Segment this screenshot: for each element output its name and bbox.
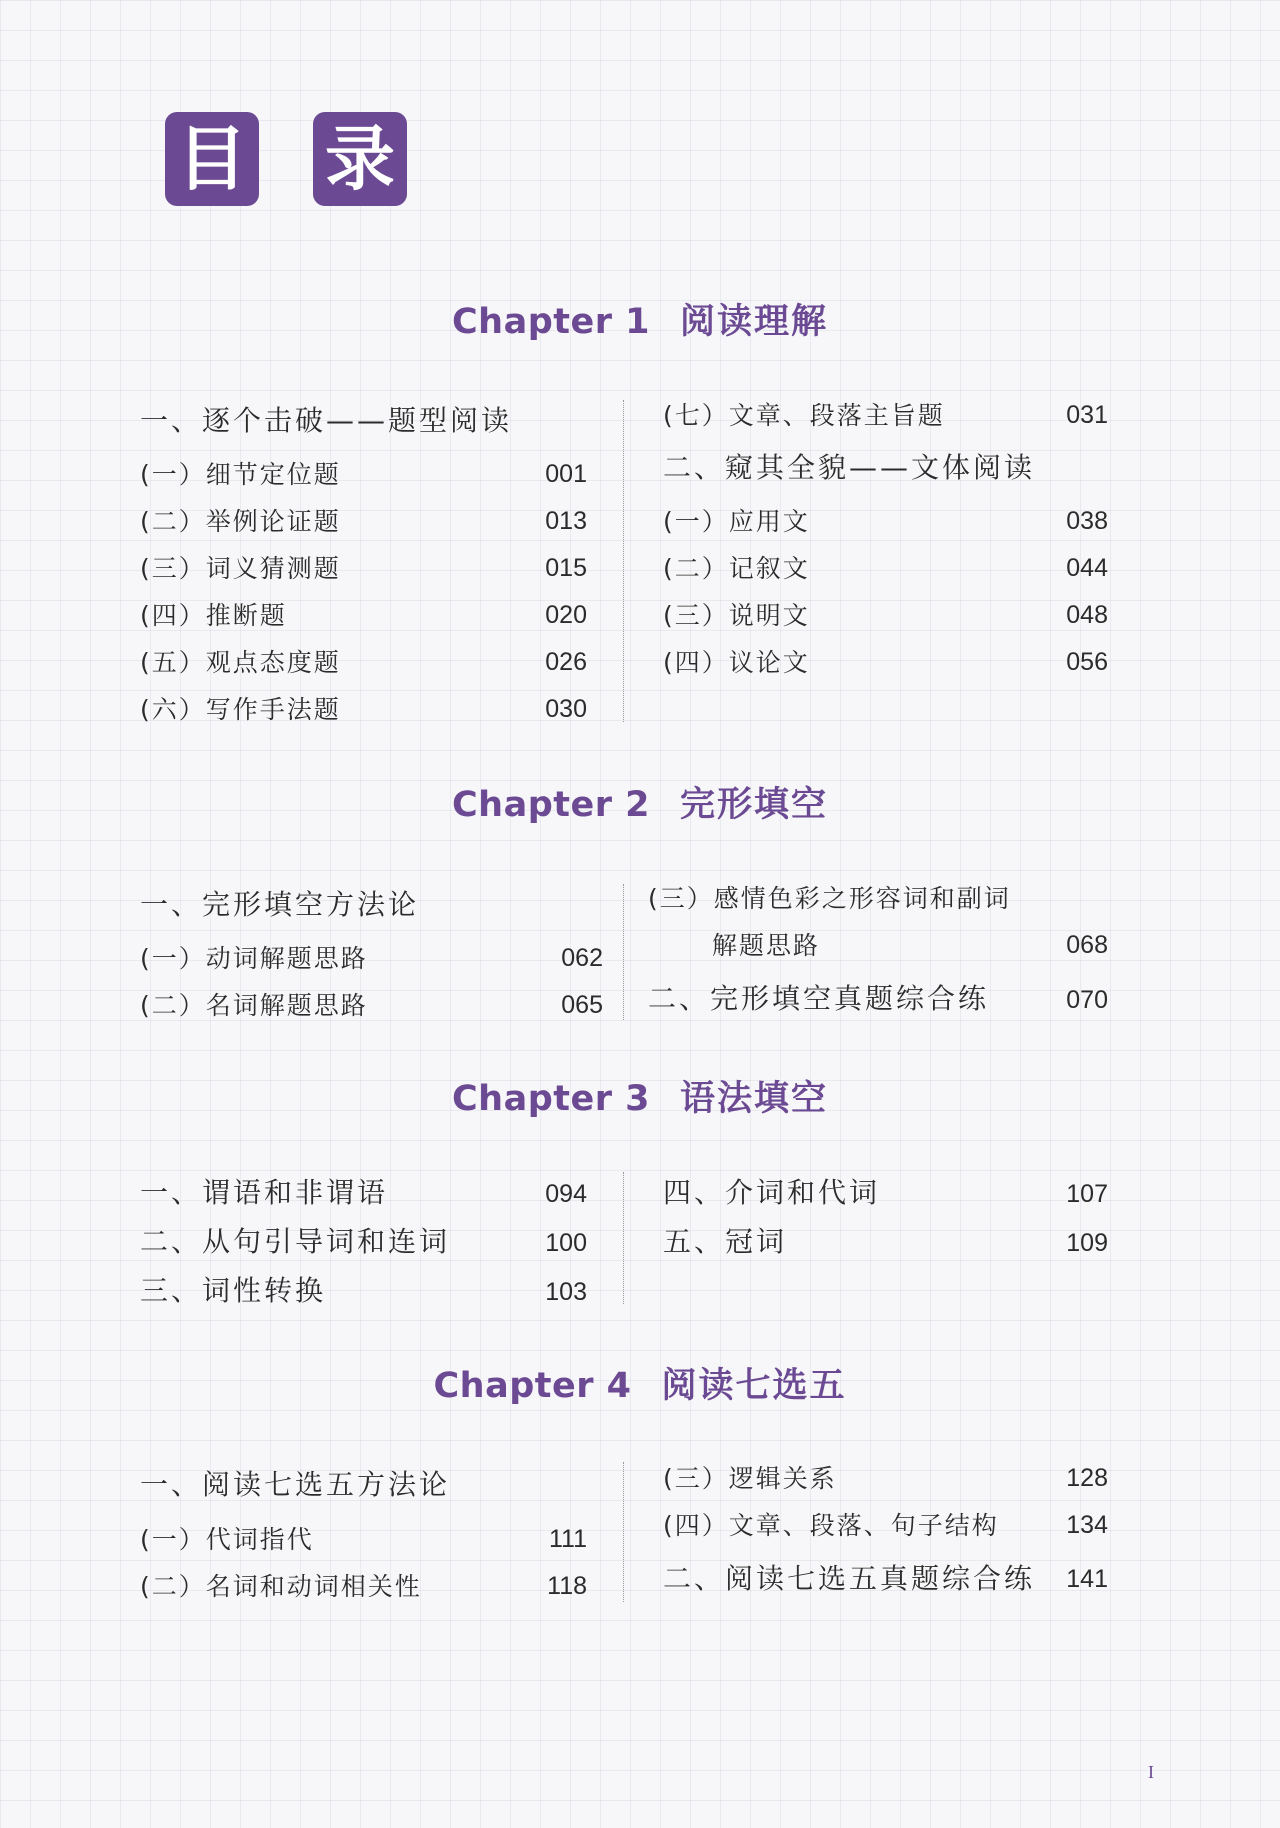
title-char-lu: 录 bbox=[313, 112, 407, 206]
toc-page: 128 bbox=[1066, 1464, 1108, 1492]
toc-entry: (二）名词解题思路 bbox=[140, 991, 368, 1020]
column-divider bbox=[623, 400, 624, 722]
toc-entry: (三）感情色彩之形容词和副词 bbox=[648, 884, 1011, 913]
toc-section-heading: 三、词性转换 bbox=[140, 1274, 327, 1307]
toc-page: 068 bbox=[1066, 931, 1108, 959]
toc-page: 094 bbox=[545, 1180, 587, 1208]
toc-entry: (四）文章、段落、句子结构 bbox=[663, 1511, 999, 1540]
chapter-label: Chapter 3 bbox=[451, 1079, 651, 1119]
toc-section-heading: 一、逐个击破——题型阅读 bbox=[140, 404, 513, 437]
toc-page: 070 bbox=[1066, 986, 1108, 1014]
toc-section-heading: 一、阅读七选五方法论 bbox=[140, 1468, 451, 1501]
toc-page: 015 bbox=[545, 554, 587, 582]
toc-page: 026 bbox=[545, 648, 587, 676]
chapter-heading bbox=[0, 785, 1280, 825]
toc-page: 056 bbox=[1066, 648, 1108, 676]
toc-page: 065 bbox=[561, 991, 603, 1019]
toc-page: 013 bbox=[545, 507, 587, 535]
column-divider bbox=[623, 884, 624, 1020]
toc-entry: (二）名词和动词相关性 bbox=[140, 1572, 422, 1601]
toc-section-heading: 二、从句引导词和连词 bbox=[140, 1225, 451, 1258]
toc-section-heading: 二、窥其全貌——文体阅读 bbox=[663, 451, 1036, 484]
toc-section-heading: 五、冠词 bbox=[663, 1225, 788, 1258]
page-number: I bbox=[1148, 1762, 1154, 1782]
chapter-label: Chapter 1 bbox=[451, 302, 651, 342]
chapter-heading bbox=[0, 1366, 1280, 1406]
toc-entry: 解题思路 bbox=[712, 931, 821, 960]
toc-entry: (一）动词解题思路 bbox=[140, 944, 368, 973]
toc-page: 100 bbox=[545, 1229, 587, 1257]
toc-page: 109 bbox=[1066, 1229, 1108, 1257]
toc-page: 031 bbox=[1066, 401, 1108, 429]
toc-page: 030 bbox=[545, 695, 587, 723]
toc-page: 001 bbox=[545, 460, 587, 488]
toc-page: 020 bbox=[545, 601, 587, 629]
chapter-name: 阅读七选五 bbox=[661, 1366, 847, 1406]
toc-section-heading: 二、阅读七选五真题综合练 bbox=[663, 1562, 1036, 1595]
toc-page: 103 bbox=[545, 1278, 587, 1306]
toc-section-heading: 一、谓语和非谓语 bbox=[140, 1176, 389, 1209]
toc-page: 111 bbox=[548, 1525, 587, 1553]
toc-entry: (二）举例论证题 bbox=[140, 507, 341, 536]
toc-entry: (四）推断题 bbox=[140, 601, 287, 630]
chapter-name: 阅读理解 bbox=[680, 302, 829, 342]
toc-page: 038 bbox=[1066, 507, 1108, 535]
chapter-name: 语法填空 bbox=[680, 1079, 829, 1119]
toc-section-heading: 一、完形填空方法论 bbox=[140, 888, 420, 921]
toc-entry: (二）记叙文 bbox=[663, 554, 810, 583]
toc-page: 141 bbox=[1066, 1565, 1108, 1593]
toc-entry: (一）细节定位题 bbox=[140, 460, 341, 489]
chapter-heading bbox=[0, 1079, 1280, 1119]
toc-section-heading: 四、介词和代词 bbox=[663, 1176, 881, 1209]
toc-page: 118 bbox=[547, 1572, 587, 1600]
toc-entry: (一）应用文 bbox=[663, 507, 810, 536]
toc-entry: (六）写作手法题 bbox=[140, 695, 341, 724]
toc-entry: (三）说明文 bbox=[663, 601, 810, 630]
toc-entry: (四）议论文 bbox=[663, 648, 810, 677]
toc-entry: (五）观点态度题 bbox=[140, 648, 341, 677]
toc-entry: (三）逻辑关系 bbox=[663, 1464, 837, 1493]
chapter-heading bbox=[0, 302, 1280, 342]
chapter-label: Chapter 2 bbox=[451, 785, 651, 825]
chapter-name: 完形填空 bbox=[680, 785, 829, 825]
column-divider bbox=[623, 1462, 624, 1602]
toc-page: 134 bbox=[1066, 1511, 1108, 1539]
toc-page: 044 bbox=[1066, 554, 1108, 582]
column-divider bbox=[623, 1172, 624, 1304]
toc-page: 107 bbox=[1066, 1180, 1108, 1208]
title-char-mu: 目 bbox=[165, 112, 259, 206]
toc-section-heading: 二、完形填空真题综合练 bbox=[648, 982, 990, 1015]
toc-page: 048 bbox=[1066, 601, 1108, 629]
toc-entry: (三）词义猜测题 bbox=[140, 554, 341, 583]
toc-page: 062 bbox=[561, 944, 603, 972]
chapter-label: Chapter 4 bbox=[433, 1366, 632, 1406]
toc-entry: (一）代词指代 bbox=[140, 1525, 314, 1554]
toc-entry: (七）文章、段落主旨题 bbox=[663, 401, 945, 430]
